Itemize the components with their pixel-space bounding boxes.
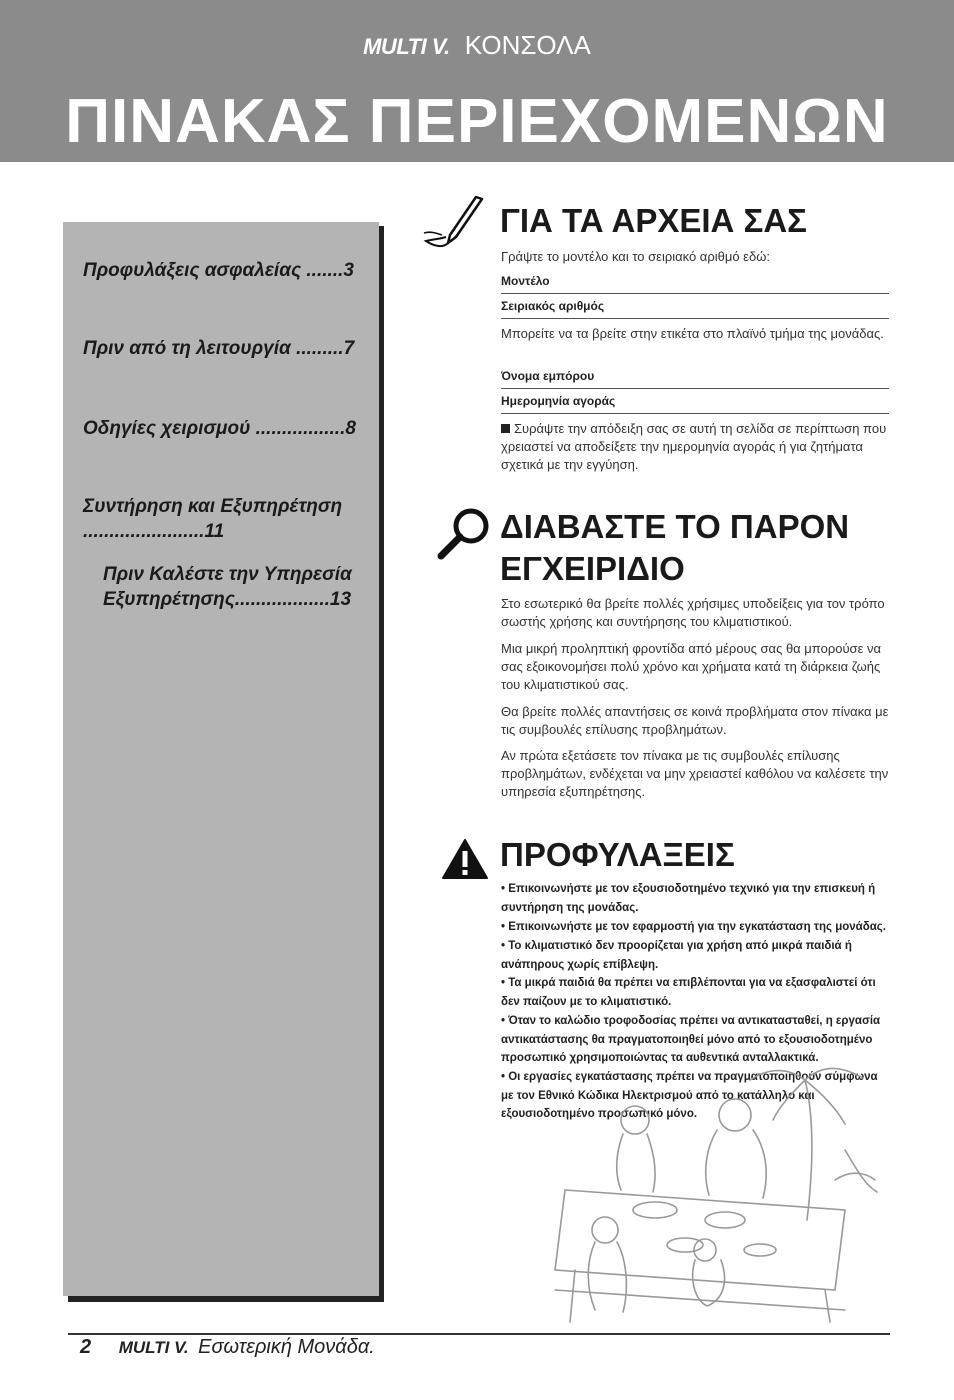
precaution-item: • Οι εργασίες εγκατάστασης πρέπει να πραγματοποιηθούν σύμφωνα με τον Εθνικό Κώδικα Ηλεκτρισμού από το κατάλληλο και εξουσιοδοτημένο προσωπικό μόνο. [501,1071,878,1120]
precaution-item: • Επικοινωνήστε με τον εφαρμοστή για την εγκατάσταση της μονάδας. [501,921,886,933]
purchase-date-field: Ημερομηνία αγοράς [501,394,889,414]
magnifier-icon [435,506,495,562]
section-heading-read-manual: ΔΙΑΒΑΣΤΕ ΤΟ ΠΑΡΟΝ ΕΓΧΕΙΡΙΔΙΟ [500,508,850,587]
toc-item-before-operation[interactable]: Πριν από τη λειτουργία .........7 [83,338,355,359]
precaution-item: • Όταν το καλώδιο τροφοδοσίας πρέπει να αντικατασταθεί, η εργασία αντικατάστασης θα πραγματοποιηθεί μόνο από το εξουσιοδοτημένο προσωπικό χρησιμοποιώντας τα αυθεντικά ανταλλακτικά. [501,1015,881,1064]
precaution-item: • Το κλιματιστικό δεν προορίζεται για χρήση από μικρά παιδιά ή ανάπηρους χωρίς επίβλεψη. [501,940,852,971]
toc-item-maintenance[interactable]: Συντήρηση και Εξυπηρέτηση .......................11 [83,496,343,542]
toc-item-safety[interactable]: Προφυλάξεις ασφαλείας .......3 [83,260,354,281]
staple-note [501,420,889,474]
records-intro: Γράψτε το μοντέλο και το σειριακό αριθμό εδώ: [501,249,770,264]
brand-logo: MULTI V. [363,34,450,59]
section-heading-precautions: ΠΡΟΦΥΛΑΞΕΙΣ [500,836,735,873]
staple-note-text: Συράψτε την απόδειξη σας σε αυτή τη σελίδα σε περίπτωση που χρειαστεί να αποδείξετε την ημερομηνία αγοράς ή για ζητήματα σχετικά με την εγγύηση. [501,421,887,472]
brand [0,30,954,61]
footer-subtitle: Εσωτερική Μονάδα. [198,1336,375,1358]
serial-field: Σειριακός αριθμός [501,299,889,319]
pen-icon [420,195,492,255]
page-number: 2 [80,1336,92,1358]
footer-rule [68,1333,890,1335]
toc-panel [63,222,379,1296]
precaution-item: • Επικοινωνήστε με τον εξουσιοδοτημένο τεχνικό για την επισκευή ή συντήρηση της μονάδας. [501,883,876,914]
page-title: ΠΙΝΑΚΑΣ ΠΕΡΙΕΧΟΜΕΝΩΝ [65,87,889,156]
toc-item-before-calling-service[interactable]: Πριν Καλέστε την Υπηρεσία Εξυπηρέτησης..................13 [103,564,352,610]
toc-item-operating-instructions[interactable]: Οδηγίες χειρισμού .................8 [83,418,356,439]
read-manual-p3: Θα βρείτε πολλές απαντήσεις σε κοινά προβλήματα στον πίνακα με τις συμβουλές επίλυσης προβλημάτων. [501,704,889,737]
warning-icon [441,838,489,880]
page-header [0,0,954,162]
page-footer [80,1336,375,1359]
square-bullet-icon [501,424,510,433]
read-manual-p2: Μια μικρή προληπτική φροντίδα από μέρους σας θα μπορούσε να σας εξοικονομήσει πολύ χρόνο και χρήματα κατά τη διάρκεια ζωής του κλιματιστικού σας. [501,641,881,692]
brand-text: ΚΟΝΣΟΛΑ [464,30,591,60]
label-note: Μπορείτε να τα βρείτε στην ετικέτα στο πλαϊνό τμήμα της μονάδας. [501,326,884,341]
model-field: Μοντέλο [501,274,889,294]
section-heading-records: ΓΙΑ ΤΑ ΑΡΧΕΙΑ ΣΑΣ [500,202,807,239]
precaution-item: • Τα μικρά παιδιά θα πρέπει να επιβλέπονται για να εξασφαλιστεί ότι δεν παίζουν με το κλιματιστικό. [501,977,876,1008]
read-manual-p1: Στο εσωτερικό θα βρείτε πολλές χρήσιμες υποδείξεις για τον τρόπο σωστής χρήσης και συντήρησης του κλιματιστικού. [501,596,885,629]
dealer-field: Όνομα εμπόρου [501,369,889,389]
picnic-illustration [545,1060,895,1330]
footer-logo: MULTI V. [118,1338,189,1357]
read-manual-p4: Αν πρώτα εξετάσετε τον πίνακα με τις συμβουλές επίλυσης προβλημάτων, ενδέχεται να μην χρειαστεί καθόλου να καλέσετε την υπηρεσία εξυπηρέτησης. [501,748,889,799]
